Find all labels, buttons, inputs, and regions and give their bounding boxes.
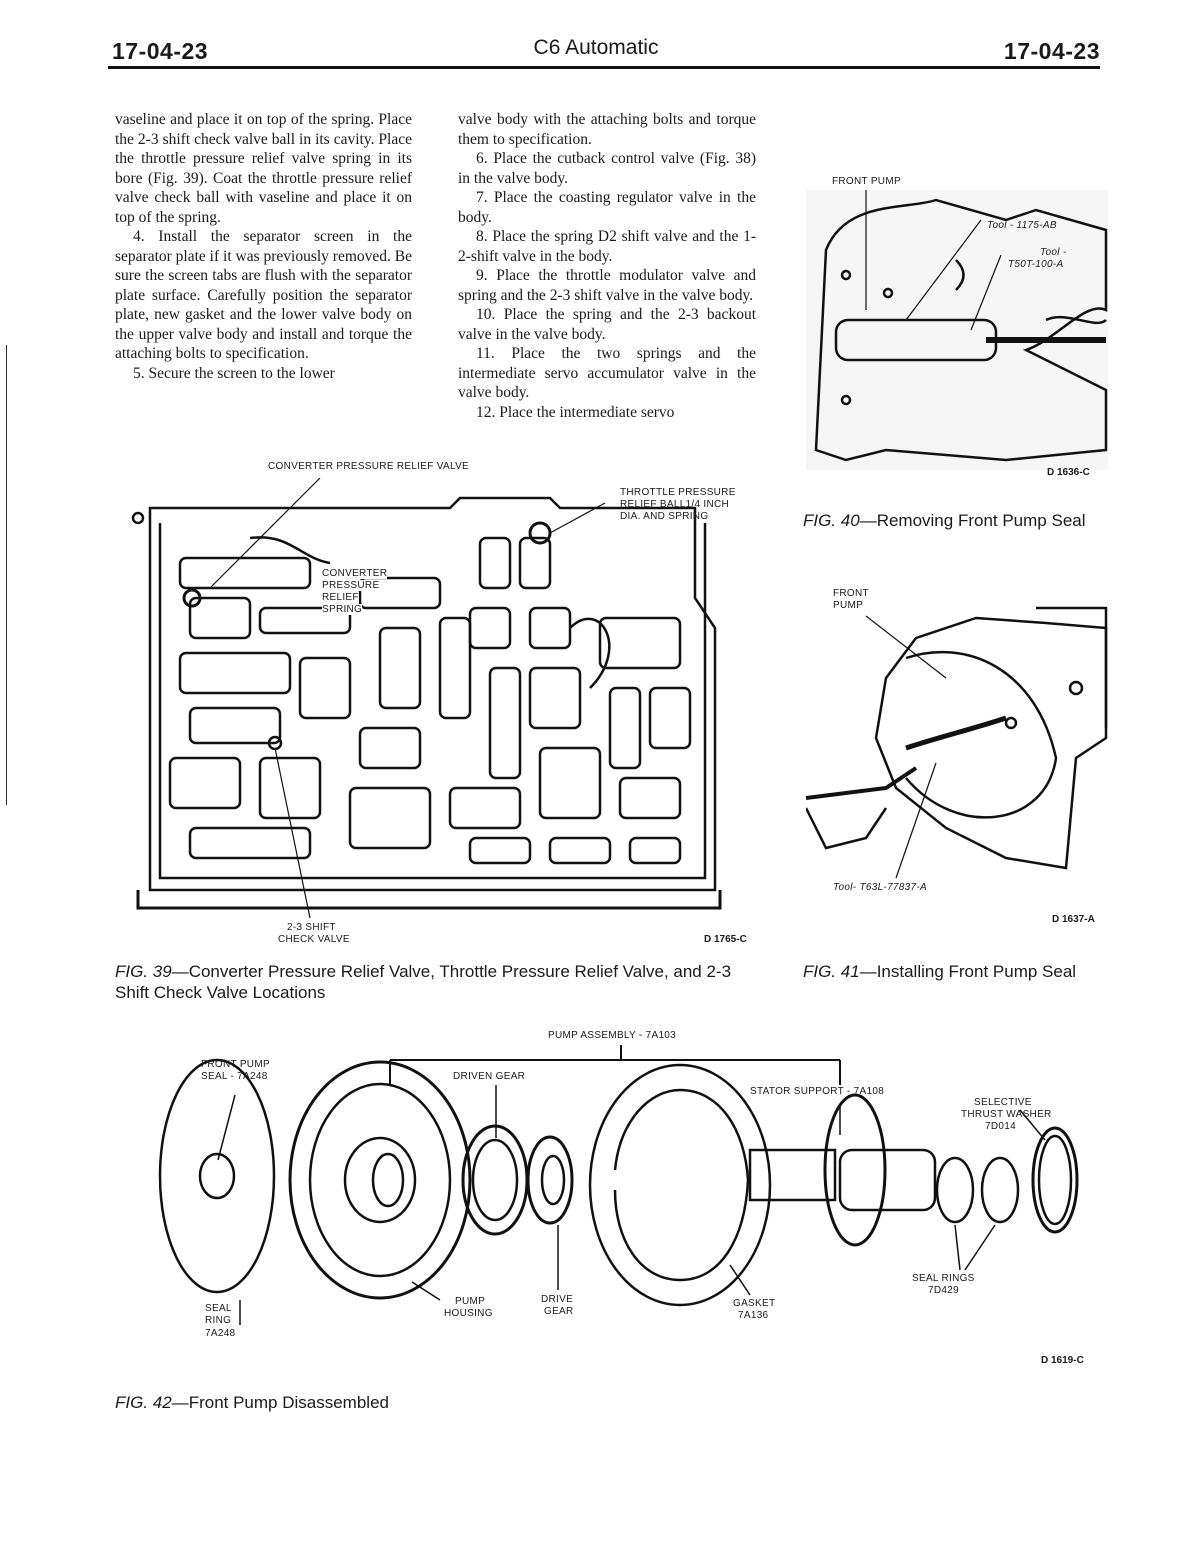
caption-text-40: —Removing Front Pump Seal: [859, 511, 1086, 530]
page-number-left: 17-04-23: [112, 38, 209, 64]
label-tool-b-line2: T50T-100-A: [1008, 259, 1064, 270]
figure-code-42: D 1619-C: [1041, 1355, 1084, 1366]
page-title: C6 Automatic: [533, 36, 659, 59]
label-front-pump-40: FRONT PUMP: [832, 176, 901, 187]
figure-caption-41: [803, 961, 1103, 982]
label-converter-spring-line3: RELIEF: [322, 592, 359, 603]
caption-text-41: —Installing Front Pump Seal: [859, 962, 1077, 981]
text-column-2: [458, 110, 756, 422]
figure-code-40: D 1636-C: [1047, 467, 1090, 478]
figure-number-39: FIG. 39: [115, 962, 172, 981]
label-converter-spring-line4: SPRING: [322, 604, 363, 615]
text-column-1: [115, 110, 412, 383]
paragraph: 7. Place the coasting regulator valve in the body.: [458, 189, 756, 226]
figure-caption-42: [115, 1392, 615, 1413]
label-tool-b-line1: Tool -: [1040, 247, 1067, 258]
label-tool-41: Tool- T63L-77837-A: [833, 882, 927, 893]
label-front-seal-line1: FRONT PUMP: [201, 1059, 270, 1070]
label-tool-a: Tool - 1175-AB: [987, 220, 1057, 231]
paragraph: 8. Place the spring D2 shift valve and the 1-2-shift valve in the body.: [458, 228, 756, 265]
page-number-right: 17-04-23: [1003, 38, 1100, 64]
label-pump-housing-line2: HOUSING: [444, 1308, 493, 1319]
label-drive-gear-line1: DRIVE: [541, 1294, 574, 1305]
label-washer-line3: 7D014: [985, 1121, 1016, 1132]
label-drive-gear-line2: GEAR: [544, 1306, 574, 1317]
paragraph: 11. Place the two springs and the intermediate servo accumulator valve in the valve body.: [458, 345, 756, 401]
remove-seal-photo: [806, 190, 1108, 470]
label-converter-spring-line1: CONVERTER: [322, 568, 388, 579]
scan-margin-line: [6, 345, 7, 805]
figure-number-42: FIG. 42: [115, 1393, 172, 1412]
label-seal-rings-line1: SEAL RINGS: [912, 1273, 975, 1284]
paragraph: 10. Place the spring and the 2-3 backout valve in the valve body.: [458, 306, 756, 343]
label-gasket-line2: 7A136: [738, 1310, 769, 1321]
label-pump-assembly: PUMP ASSEMBLY - 7A103: [548, 1030, 677, 1041]
caption-text-39: —Converter Pressure Relief Valve, Throttle Pressure Relief Valve, and 2-3 Shift Check Valve Locations: [115, 962, 732, 1002]
label-washer-line2: THRUST WASHER: [961, 1109, 1052, 1120]
label-seal-rings-line2: 7D429: [928, 1285, 959, 1296]
figure-code-39: D 1765-C: [704, 934, 747, 945]
valve-body-illustration: [130, 478, 730, 928]
install-seal-photo: [806, 598, 1108, 883]
label-check-valve-line1: 2-3 SHIFT: [287, 922, 336, 933]
label-seal-ring-line3: 7A248: [205, 1328, 236, 1339]
label-throttle-relief-line3: DIA. AND SPRING: [620, 511, 709, 522]
label-stator-support: STATOR SUPPORT - 7A108: [750, 1086, 885, 1097]
figure-number-41: FIG. 41: [803, 962, 860, 981]
paragraph: 5. Secure the screen to the lower: [133, 364, 335, 382]
figure-number-40: FIG. 40: [803, 511, 860, 530]
label-throttle-relief-line1: THROTTLE PRESSURE: [620, 487, 736, 498]
label-check-valve-line2: CHECK VALVE: [278, 934, 350, 945]
paragraph: 6. Place the cutback control valve (Fig. 38) in the valve body.: [458, 150, 756, 187]
label-seal-ring-line1: SEAL: [205, 1303, 232, 1314]
header-rule: [108, 66, 1100, 69]
label-front-41-line1: FRONT: [833, 588, 869, 599]
label-washer-line1: SELECTIVE: [974, 1097, 1032, 1108]
label-seal-ring-line2: RING: [205, 1315, 232, 1326]
paragraph: 9. Place the throttle modulator valve and spring and the 2-3 shift valve in the valve body.: [458, 267, 756, 304]
label-front-seal-line2: SEAL - 7A248: [201, 1071, 268, 1082]
label-converter-pressure-relief-valve: CONVERTER PRESSURE RELIEF VALVE: [268, 461, 470, 472]
label-front-41-line2: PUMP: [833, 600, 864, 611]
paragraph: 4. Install the separator screen in the separator plate if it was previously removed. Be sure the screen tabs are flush with the separator plate surface. Carefully position the separator plate, new gasket and the lower valve body on the upper valve body and install and torque the attaching bolts to specification.: [115, 228, 412, 362]
label-throttle-relief-line2: RELIEF BALL1/4 INCH: [620, 499, 730, 510]
figure-code-41: D 1637-A: [1052, 914, 1095, 925]
label-pump-housing-line1: PUMP: [455, 1296, 486, 1307]
label-gasket-line1: GASKET: [733, 1298, 776, 1309]
figure-caption-40: [803, 510, 1103, 531]
caption-text-42: —Front Pump Disassembled: [171, 1393, 389, 1412]
figure-caption-39: [115, 961, 755, 1003]
paragraph: valve body with the attaching bolts and torque them to specification.: [458, 111, 756, 148]
paragraph: vaseline and place it on top of the spring. Place the 2-3 shift check valve ball in its cavity. Place the throttle pressure relief valve spring in its bore (Fig. 39). Coat the throttle pressure relief valve check ball with vaseline and place it on top of the spring.: [115, 111, 412, 226]
label-converter-spring-line2: PRESSURE: [322, 580, 380, 591]
label-driven-gear: DRIVEN GEAR: [453, 1071, 526, 1082]
paragraph: 12. Place the intermediate servo: [476, 403, 675, 421]
